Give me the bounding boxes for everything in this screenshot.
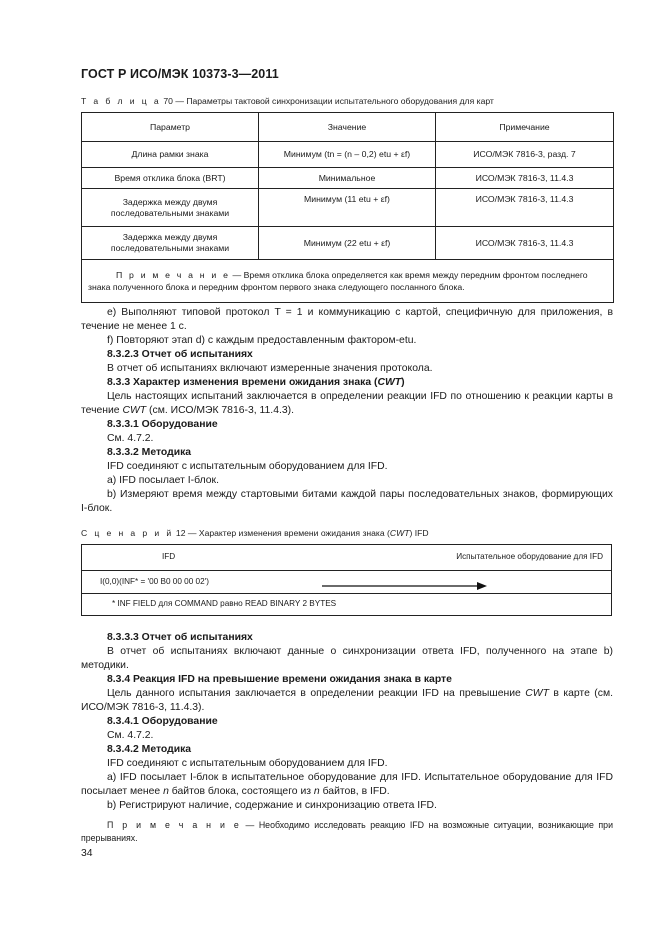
paragraph-part: a) IFD посылает I-блок в испытательное оборудование для IFD. Испытательное оборудование для IFD посылает менее (81, 772, 613, 797)
paragraph: В отчет об испытаниях включают данные о синхронизации ответа IFD, полученного на этапе b) методики. (81, 646, 613, 671)
table-row (82, 168, 614, 189)
paragraph: См. 4.7.2. (107, 730, 154, 741)
table-row (82, 189, 614, 227)
paragraph-part: байтов блока, состоящего из (168, 786, 314, 797)
table-cell-note: ИСО/МЭК 7816-3, 11.4.3 (436, 189, 614, 227)
paragraph-part: CWT (525, 688, 549, 699)
table-cell-note: ИСО/МЭК 7816-3, разд. 7 (436, 142, 614, 168)
scenario-command: I(0,0)(INF* = '00 B0 00 00 02') (100, 577, 209, 586)
scenario-col-ifd: IFD (162, 552, 176, 561)
scenario-col-equipment: Испытательное оборудование для IFD (456, 552, 603, 561)
paragraph-part: в карте (см. ИСО/МЭК 7816-3, 11.4.3). (81, 688, 613, 713)
paragraph: b) Измеряют время между стартовыми битами каждой пары последовательных знаков, формирующих I-блок. (81, 489, 613, 514)
heading-part: CWT (377, 377, 402, 388)
paragraph: См. 4.7.2. (107, 433, 154, 444)
note-text: — Необходимо исследовать реакцию IFD на возможные ситуации, возникающие при прерываниях. (81, 820, 613, 843)
section-heading: 8.3.4.1 Оборудование (107, 716, 218, 727)
paragraph: IFD соединяют с испытательным оборудованием для IFD. (107, 758, 388, 769)
note (81, 819, 613, 845)
scenario-12-caption (81, 528, 429, 538)
table-caption-text: 70 — Параметры тактовой синхронизации испытательного оборудования для карт (163, 96, 494, 106)
paragraph-part: CWT (122, 405, 147, 416)
paragraph: a) IFD посылает I-блок. (107, 475, 219, 486)
table-cell-value: Минимум (tn = (n – 0,2) etu + εf) (259, 142, 436, 168)
table-cell-value: Минимальное (259, 168, 436, 189)
table-cell-value: Минимум (11 etu + εf) (259, 189, 436, 227)
table-header-note: Примечание (436, 113, 614, 142)
section-heading (81, 376, 613, 390)
section-heading: 8.3.4.2 Методика (107, 744, 192, 755)
table-cell-value: Минимум (22 etu + εf) (259, 227, 436, 260)
scenario-caption-part: CWT (389, 528, 410, 538)
scenario-command-row (82, 570, 611, 594)
section-heading: 8.3.3.2 Методика (107, 447, 192, 458)
section-heading: 8.3.2.3 Отчет об испытаниях (107, 349, 253, 360)
paragraph-part: Цель настоящих испытаний заключается в определении реакции IFD по отношению к реакции карты в течение (81, 391, 613, 416)
table-cell-param: Задержка между двумя последовательными знаками (82, 227, 259, 260)
table-footnote-label: П р и м е ч а н и е (116, 269, 231, 280)
table-70 (81, 112, 614, 303)
table-footnote (82, 260, 614, 303)
table-footnote-text: — Время отклика блока определяется как время между передним фронтом последнего знака полученного блока и передним фронтом первого знака следующего посланного блока. (88, 269, 588, 292)
scenario-header-row (82, 545, 611, 571)
paragraph: В отчет об испытаниях включают измеренные значения протокола. (107, 363, 433, 374)
scenario-12-table (81, 544, 612, 616)
scenario-footnote: * INF FIELD для COMMAND равно READ BINARY 2 BYTES (112, 599, 337, 608)
section-heading: 8.3.3.3 Отчет об испытаниях (107, 632, 253, 643)
table-caption-label: Т а б л и ц а (81, 96, 161, 106)
table-cell-param: Задержка между двумя последовательными знаками (82, 189, 259, 227)
section-heading: 8.3.3.1 Оборудование (107, 419, 218, 430)
paragraph-part: Цель данного испытания заключается в определении реакции IFD на превышение (107, 688, 526, 699)
table-cell-note: ИСО/МЭК 7816-3, 11.4.3 (436, 168, 614, 189)
document-title: ГОСТ Р ИСО/МЭК 10373-3—2011 (81, 67, 279, 81)
paragraph (81, 771, 613, 799)
table-cell-note: ИСО/МЭК 7816-3, 11.4.3 (436, 227, 614, 260)
scenario-caption-part: 12 — Характер изменения времени ожидания знака ( (175, 528, 390, 538)
paragraph-part: (см. ИСО/МЭК 7816-3, 11.4.3). (146, 405, 294, 416)
table-row (82, 227, 614, 260)
right-arrow-icon (322, 582, 487, 590)
page-number: 34 (81, 848, 93, 859)
heading-part: ) (401, 377, 405, 388)
table-header-value: Значение (259, 113, 436, 142)
paragraph: b) Регистрируют наличие, содержание и синхронизацию ответа IFD. (107, 800, 437, 811)
scenario-caption-part: ) IFD (409, 528, 429, 538)
table-row (82, 142, 614, 168)
text-block-2 (81, 631, 613, 845)
scenario-footnote-row (82, 593, 611, 615)
scenario-caption-label: С ц е н а р и й (81, 528, 174, 538)
paragraph-part: n (163, 786, 169, 797)
paragraph-part: n (313, 786, 320, 797)
section-heading: 8.3.4 Реакция IFD на превышение времени ожидания знака в карте (107, 674, 452, 685)
heading-part: 8.3.3 Характер изменения времени ожидания знака ( (107, 377, 378, 388)
table-70-caption (81, 96, 494, 106)
paragraph (81, 390, 613, 418)
table-cell-param: Длина рамки знака (82, 142, 259, 168)
table-cell-param: Время отклика блока (BRT) (82, 168, 259, 189)
paragraph: IFD соединяют с испытательным оборудованием для IFD. (107, 461, 388, 472)
note-label: П р и м е ч а н и е (107, 820, 241, 830)
paragraph: e) Выполняют типовой протокол T = 1 и коммуникацию с картой, специфичную для приложения, в течение не менее 1 с. (81, 307, 613, 332)
paragraph-part: байтов, в IFD. (319, 786, 390, 797)
text-block-1 (81, 306, 613, 516)
paragraph: f) Повторяют этап d) с каждым предоставленным фактором-etu. (107, 335, 417, 346)
table-header-param: Параметр (82, 113, 259, 142)
paragraph (81, 687, 613, 715)
